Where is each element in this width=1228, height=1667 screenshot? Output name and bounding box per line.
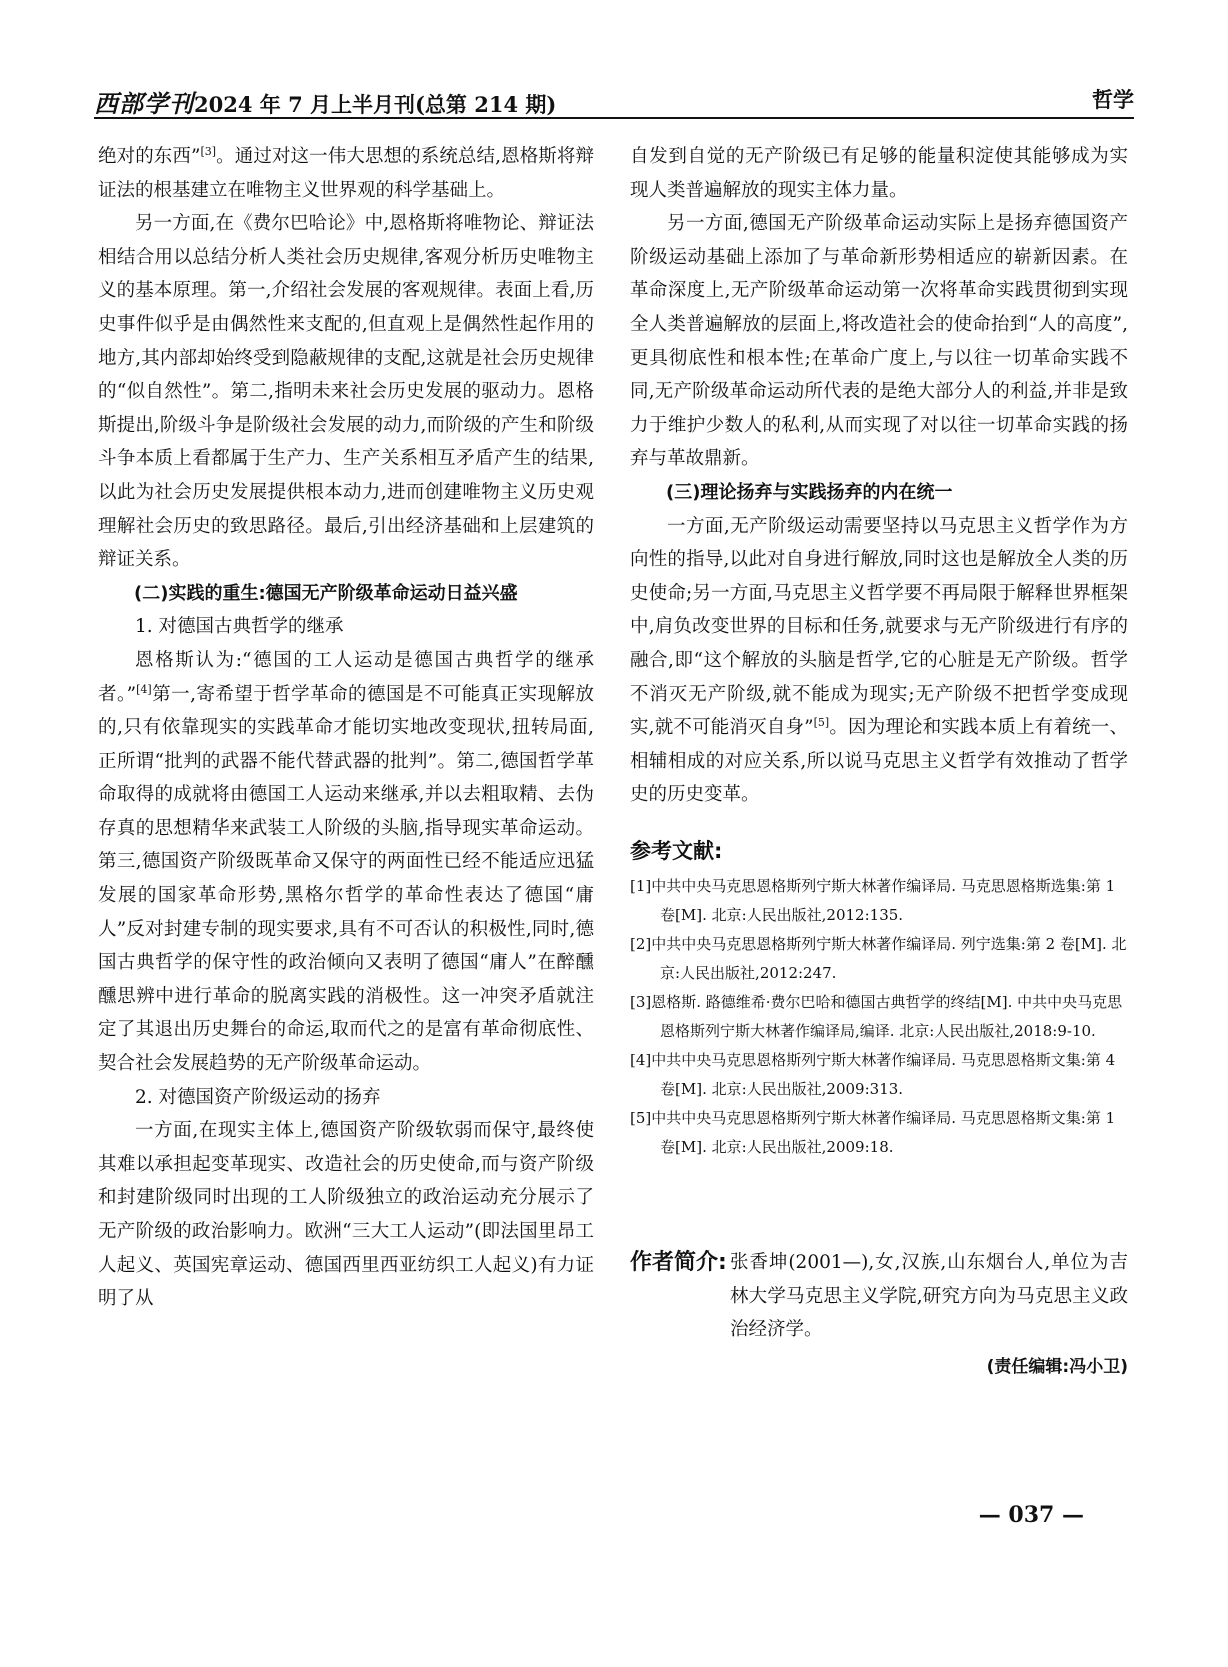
subsection-heading: 1. 对德国古典哲学的继承 <box>135 616 344 638</box>
right-column <box>630 140 1128 1162</box>
journal-logo: 西部学刊 <box>94 89 194 118</box>
responsible-editor: (责任编辑:冯小卫) <box>986 1357 1128 1377</box>
left-column <box>98 140 594 1316</box>
author-bio <box>630 1246 1128 1347</box>
section-name: 哲学 <box>1092 87 1134 112</box>
paragraph: 一方面,无产阶级运动需要坚持以马克思主义哲学作为方向性的指导,以此对自身进行解放,同时这也是解放全人类的历史使命;另一方面,马克思主义哲学要不再局限于解释世界框架中,肩负改变世界的目标和任务,就要求与无产阶级进行有序的融合,即“这个解放的头脑是哲学,它的心脏是无产阶级。哲学不消灭无产阶级,就不能成为现实;无产阶级不把哲学变成现实,就不可能消灭自身”[5]。因为理论和实践本质上有着统一、相辅相成的对应关系,所以说马克思主义哲学有效推动了哲学史的历史变革。 <box>630 515 1128 806</box>
citation-ref: [4] <box>136 682 152 696</box>
paragraph: 另一方面,在《费尔巴哈论》中,恩格斯将唯物论、辩证法相结合用以总结分析人类社会历史规律,客观分析历史唯物主义的基本原理。第一,介绍社会发展的客观规律。表面上看,历史事件似乎是由偶然性来支配的,但直观上是偶然性起作用的地方,其内部却始终受到隐蔽规律的支配,这就是社会历史规律的“似自然性”。第二,指明未来社会历史发展的驱动力。恩格斯提出,阶级斗争是阶级社会发展的动力,而阶级的产生和阶级斗争本质上看都属于生产力、生产关系相互矛盾产生的结果,以此为社会历史发展提供根本动力,进而创建唯物主义历史观理解社会历史的致思路径。最后,引出经济基础和上层建筑的辩证关系。 <box>98 213 594 571</box>
header-rule <box>94 117 1134 119</box>
citation-ref: [3] <box>200 144 217 158</box>
reference-item: [2]中共中央马克思恩格斯列宁斯大林著作编译局. 列宁选集:第 2 卷[M]. 北京:人民出版社,2012:247. <box>630 934 1127 982</box>
paragraph: 一方面,在现实主体上,德国资产阶级软弱而保守,最终使其难以承担起变革现实、改造社会的历史使命,而与资产阶级和封建阶级同时出现的工人阶级独立的政治运动充分展示了无产阶级的政治影响力。欧洲“三大工人运动”(即法国里昂工人起义、英国宪章运动、德国西里西亚纺织工人起义)有力证明了从 <box>98 1120 594 1310</box>
issue-info: 2024 年 7 月上半月刊(总第 214 期) <box>194 92 557 117</box>
page-header <box>94 84 1134 122</box>
author-bio-label: 作者简介: <box>630 1250 727 1275</box>
paragraph: 恩格斯认为:“德国的工人运动是德国古典哲学的继承者。”[4]第一,寄希望于哲学革命的德国是不可能真正实现解放的,只有依靠现实的实践革命才能切实地改变现状,扭转局面,正所谓“批判的武器不能代替武器的批判”。第二,德国哲学革命取得的成就将由德国工人运动来继承,并以去粗取精、去伪存真的思想精华来武装工人阶级的头脑,指导现实革命运动。第三,德国资产阶级既革命又保守的两面性已经不能适应迅猛发展的国家革命形势,黑格尔哲学的革命性表达了德国“庸人”反对封建专制的现实要求,具有不可否认的积极性,同时,德国古典哲学的保守性的政治倾向又表明了德国“庸人”在醉醺醺思辨中进行革命的脱离实践的消极性。这一冲突矛盾就注定了其退出历史舞台的命运,取而代之的是富有革命彻底性、契合社会发展趋势的无产阶级革命运动。 <box>98 649 594 1075</box>
reference-item: [4]中共中央马克思恩格斯列宁斯大林著作编译局. 马克思恩格斯文集:第 4 卷[M]. 北京:人民出版社,2009:313. <box>630 1050 1116 1098</box>
citation-ref: [5] <box>813 715 830 729</box>
reference-item: [1]中共中央马克思恩格斯列宁斯大林著作编译局. 马克思恩格斯选集:第 1 卷[M]. 北京:人民出版社,2012:135. <box>630 876 1116 924</box>
subsection-heading: 2. 对德国资产阶级运动的扬弃 <box>135 1086 381 1108</box>
page-number: — 037 — <box>978 1502 1084 1528</box>
section-heading: (二)实践的重生:德国无产阶级革命运动日益兴盛 <box>134 582 518 604</box>
reference-item: [3]恩格斯. 路德维希·费尔巴哈和德国古典哲学的终结[M]. 中共中央马克思恩格斯列宁斯大林著作编译局,编译. 北京:人民出版社,2018:9-10. <box>630 992 1123 1040</box>
section-heading: (三)理论扬弃与实践扬弃的内在统一 <box>666 481 953 503</box>
paragraph: 自发到自觉的无产阶级已有足够的能量积淀使其能够成为实现人类普遍解放的现实主体力量。 <box>630 146 1128 201</box>
author-bio-text: 张香坤(2001—),女,汉族,山东烟台人,单位为吉林大学马克思主义学院,研究方向为马克思主义政治经济学。 <box>730 1252 1128 1341</box>
references-title: 参考文献: <box>630 838 723 863</box>
paragraph: 另一方面,德国无产阶级革命运动实际上是扬弃德国资产阶级运动基础上添加了与革命新形势相适应的崭新因素。在革命深度上,无产阶级革命运动第一次将革命实践贯彻到实现全人类普遍解放的层面上,将改造社会的使命抬到“人的高度”,更具彻底性和根本性;在革命广度上,与以往一切革命实践不同,无产阶级革命运动所代表的是绝大部分人的利益,并非是致力于维护少数人的私利,从而实现了对以往一切革命实践的扬弃与革故鼎新。 <box>630 213 1128 470</box>
journal-info <box>94 84 556 119</box>
paragraph: 绝对的东西”[3]。通过对这一伟大思想的系统总结,恩格斯将辩证法的根基建立在唯物主义世界观的科学基础上。 <box>98 144 594 201</box>
reference-item: [5]中共中央马克思恩格斯列宁斯大林著作编译局. 马克思恩格斯文集:第 1 卷[M]. 北京:人民出版社,2009:18. <box>630 1108 1116 1156</box>
